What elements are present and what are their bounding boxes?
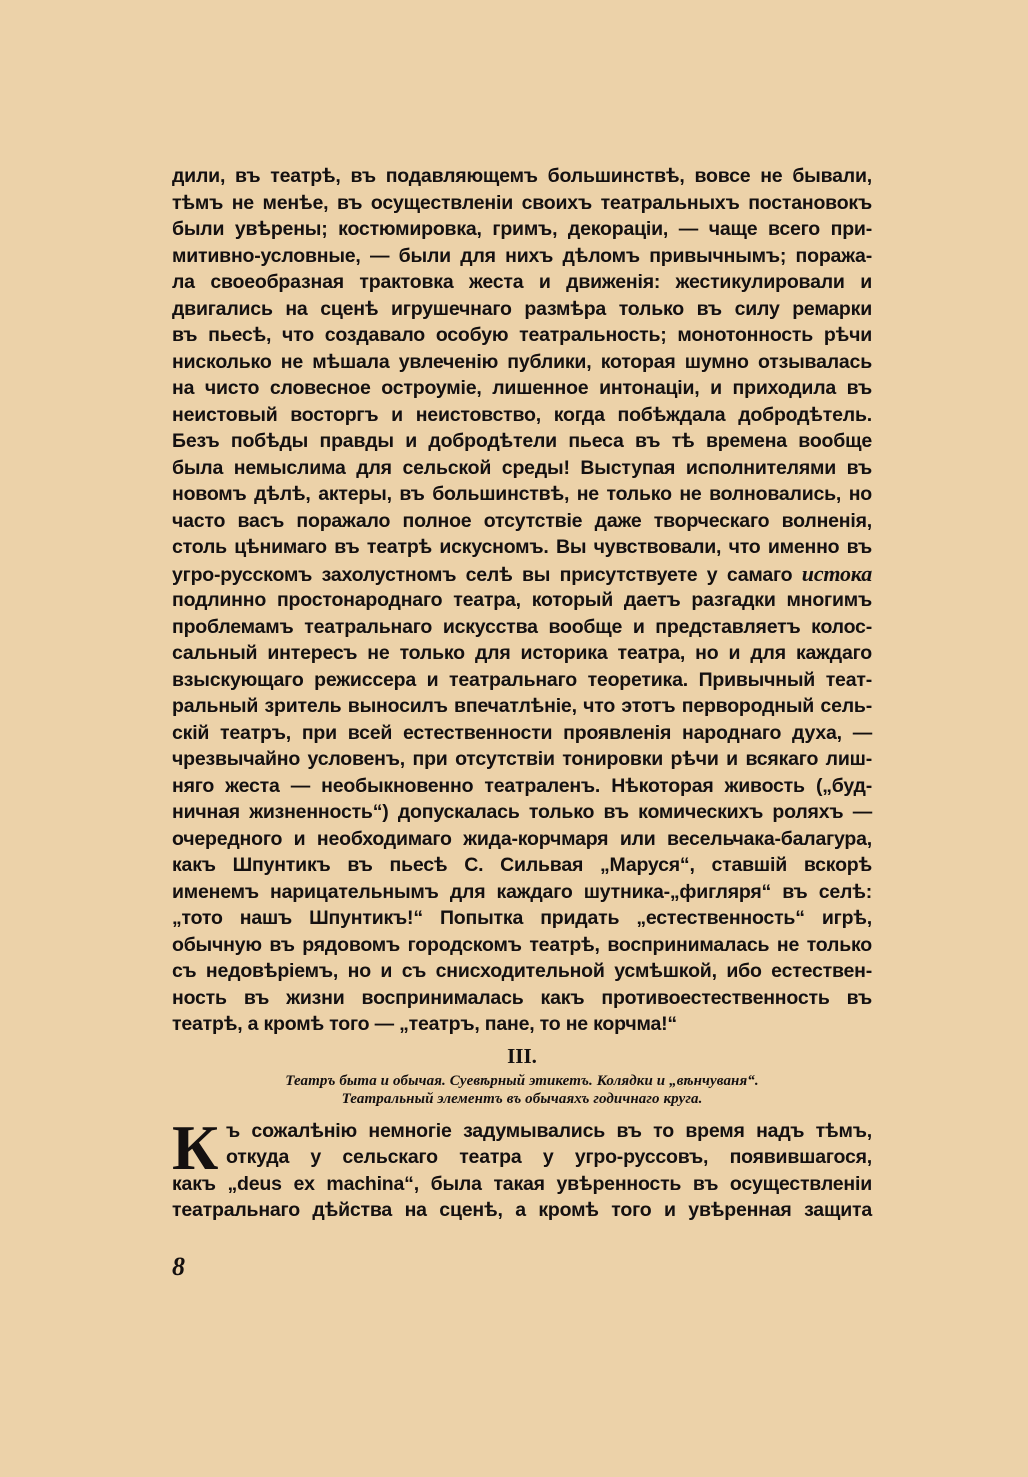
text-line: „тото нашъ Шпунтикъ!“ Попытка придать „естественность“ игрѣ, [172, 907, 872, 929]
section-paragraph [172, 1111, 872, 1224]
text-line: няго жеста — необыкновенно театраленъ. Нѣкоторая живость („буд- [172, 774, 872, 797]
text-line-last: театрѣ, а кромѣ того — „театръ, пане, то не корчма!“ [172, 1013, 677, 1035]
text-line: тѣмъ не менѣе, въ осуществленіи своихъ театральныхъ постановокъ [172, 191, 872, 214]
text-line: въ пьесѣ, что создавало особую театральность; монотонность рѣчи [172, 324, 872, 346]
text-line: ность въ жизни воспринималась какъ противоестественность въ [172, 986, 872, 1009]
text-line: часто васъ поражало полное отсутствіе даже творческаго волненія, [172, 509, 872, 532]
line-text: угро-русскомъ захолустномъ селѣ вы присутствуете у самаго [172, 563, 793, 586]
text-line: какъ Шпунтикъ въ пьесѣ С. Сильвая „Маруся“, ставшій вскорѣ [172, 854, 872, 876]
text-line: именемъ нарицательнымъ для каждаго шутника-„фигляря“ въ селѣ: [172, 880, 872, 903]
text-line: были увѣрены; костюмировка, гримъ, декораціи, — чаще всего при- [172, 218, 872, 240]
page-content [172, 163, 872, 1224]
main-paragraph [172, 163, 872, 1038]
drop-cap: К [172, 1111, 219, 1183]
italic-word: истока [801, 560, 873, 586]
text-line: нисколько не мѣшала увлеченію публики, которая шумно отзывалась [172, 350, 872, 373]
text-line: взыскующаго режиссера и театральнаго теоретика. Привычный теат- [172, 668, 872, 691]
text-line-with-italic [172, 561, 872, 588]
text-line: ничная жизненность“) допускалась только въ комическихъ роляхъ — [172, 801, 872, 823]
text-line: сальный интересъ не только для историка театра, но и для каждаго [172, 642, 872, 664]
text-line: Безъ побѣды правды и добродѣтели пьеса въ тѣ времена вообще [172, 430, 872, 452]
text-line: столь цѣнимаго въ театрѣ искусномъ. Вы чувствовали, что именно въ [172, 536, 872, 558]
text-line: неистовый восторгъ и неистовство, когда побѣждала добродѣтель. [172, 403, 872, 426]
text-line: театральнаго дѣйства на сценѣ, а кромѣ того и увѣренная защита [172, 1199, 872, 1221]
text-line: ла своеобразная трактовка жеста и движенія: жестикулировали и [172, 271, 872, 293]
page-number: 8 [172, 1252, 185, 1281]
text-line: скій театръ, при всей естественности проявленія народнаго духа, — [172, 721, 872, 744]
text-line: какъ „deus ex machina“, была такая увѣренность въ осуществленіи [172, 1172, 872, 1195]
section-number: III. [507, 1043, 537, 1068]
text-line: откуда у сельскаго театра у угро-руссовъ, появившагося, [226, 1146, 872, 1168]
text-line: митивно-условные, — были для нихъ дѣломъ привычнымъ; поража- [172, 244, 872, 267]
text-line: обычную въ рядовомъ городскомъ театрѣ, воспринималась не только [172, 933, 872, 956]
text-line: подлинно простонароднаго театра, который даетъ разгадки многимъ [172, 589, 872, 611]
text-line: была немыслима для сельской среды! Выступая исполнителями въ [172, 456, 872, 479]
text-line: ъ сожалѣнію немногіе задумывались въ то время надъ тѣмъ, [226, 1119, 872, 1142]
text-line: двигались на сценѣ игрушечнаго размѣра только въ силу ремарки [172, 297, 872, 320]
text-line: съ недовѣріемъ, но и съ снисходительной усмѣшкой, ибо естествен- [172, 960, 872, 982]
text-line: проблемамъ театральнаго искусства вообще и представляетъ колос- [172, 615, 872, 638]
text-line: новомъ дѣлѣ, актеры, въ большинствѣ, не только не волновались, но [172, 483, 872, 505]
text-line: дили, въ театрѣ, въ подавляющемъ большинствѣ, вовсе не бывали, [172, 165, 872, 187]
text-line: на чисто словесное остроуміе, лишенное интонаціи, и приходила въ [172, 377, 872, 399]
section-subtitle-line-1: Театръ быта и обычая. Суевѣрный этикетъ. Колядки и „вѣнчуваня“. [285, 1072, 759, 1089]
section-subtitle-line-2: Театральный элементъ въ обычаяхъ годичнаго круга. [341, 1090, 703, 1107]
text-line: чрезвычайно условенъ, при отсутствіи тонировки рѣчи и всякаго лиш- [172, 748, 872, 770]
text-line: очередного и необходимаго жида-корчмаря или весельчака-балагура, [172, 827, 872, 850]
text-line: ральный зритель выносилъ впечатлѣніе, что этотъ первородный сель- [172, 695, 872, 717]
